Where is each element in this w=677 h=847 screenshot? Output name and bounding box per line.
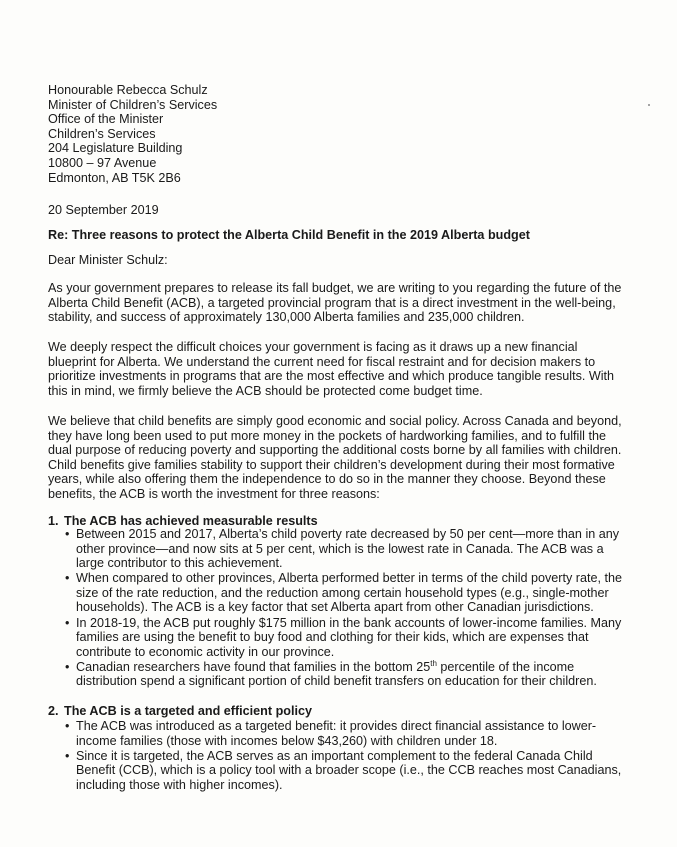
text-line: prioritize investments in programs that are the most effective and which produce tangible results. With [48, 369, 615, 384]
section-1-bullets [64, 527, 622, 690]
text-line: When compared to other provinces, Alberta performed better in terms of the child poverty rate, the [76, 571, 623, 586]
text-line [76, 660, 622, 675]
recipient-address [48, 83, 217, 185]
bullet-marker: • [65, 527, 70, 541]
text-line: Alberta Child Benefit (ACB), a targeted provincial program that is a direct investment in the well-being, [48, 295, 616, 310]
text-line: including those with higher incomes). [76, 777, 283, 792]
text-line: In 2018-19, the ACB put roughly $175 million in the bank accounts of lower-income families. Many [76, 615, 622, 630]
paragraph-respect [48, 340, 648, 398]
text-line: size of the rate reduction, and the reduction among certain household types (e.g., single-mother [76, 585, 609, 600]
superscript: th [430, 658, 437, 668]
section-2-bullets [64, 719, 621, 793]
text-line: As your government prepares to release its fall budget, we are writing to you regarding the future of the [48, 281, 622, 295]
text-line: dual purpose of reducing poverty and supporting the additional costs borne by all families with children. [48, 443, 622, 458]
list-item [64, 749, 621, 793]
text-line: blueprint for Alberta. We understand the current need for fiscal restraint and for decision makers to [48, 354, 596, 369]
text-fragment: percentile of the income [436, 659, 575, 674]
text-line: We believe that child benefits are simply good economic and social policy. Across Canada and beyond, [48, 414, 622, 428]
address-line: Children’s Services [48, 126, 156, 141]
address-line: 204 Legislature Building [48, 141, 183, 156]
address-line: 10800 – 97 Avenue [48, 155, 157, 170]
text-line: households). The ACB is a key factor that set Alberta apart from other Canadian jurisdictions. [76, 600, 594, 615]
list-item [64, 571, 622, 615]
text-line: contribute to economic activity in our province. [76, 644, 335, 659]
bullet-marker: • [65, 719, 70, 733]
text-fragment: Canadian researchers have found that families in the bottom 25 [76, 659, 431, 674]
letter-date: 20 September 2019 [48, 203, 159, 217]
bullet-marker: • [65, 748, 70, 763]
text-line: other province—and now sits at 5 per cent, which is the lowest rate in Canada. The ACB was a [76, 541, 604, 556]
text-line: this in mind, we firmly believe the ACB should be protected come budget time. [48, 383, 483, 398]
text-line: We deeply respect the difficult choices your government is facing as it draws up a new financial [48, 340, 578, 354]
paragraph-intro [48, 281, 648, 325]
text-line: stability, and success of approximately 130,000 Alberta families and 235,000 children. [48, 310, 525, 325]
text-line: distribution spend a significant portion of child benefit transfers on education for their children. [76, 674, 597, 689]
address-line: Honourable Rebecca Schulz [48, 83, 208, 97]
text-line: benefits, the ACB is worth the investment for three reasons: [48, 486, 380, 501]
list-item [64, 616, 622, 660]
text-line: Between 2015 and 2017, Alberta’s child poverty rate decreased by 50 per cent—more than in any [76, 527, 620, 541]
list-item [64, 719, 621, 748]
section-number: 1. [48, 514, 59, 528]
address-line: Office of the Minister [48, 112, 164, 127]
text-line: large contributor to this achievement. [76, 556, 283, 571]
bullet-marker: • [65, 571, 70, 586]
text-line: income families (those with incomes below $43,260) with children under 18. [76, 733, 498, 748]
text-line: years, while also offering them the independence to do so in the manner they choose. Beyond these [48, 472, 606, 487]
subject-line: Re: Three reasons to protect the Alberta Child Benefit in the 2019 Alberta budget [48, 228, 530, 242]
address-line: Minister of Children’s Services [48, 97, 218, 112]
bullet-marker: • [65, 615, 70, 630]
list-item [64, 660, 622, 689]
text-line: families are using the benefit to buy food and clothing for their kids, which are expenses that [76, 630, 589, 645]
salutation: Dear Minister Schulz: [48, 253, 168, 267]
section-title: The ACB is a targeted and efficient policy [64, 704, 312, 718]
text-line: they have long been used to put more money in the pockets of hardworking families, and to fulfill the [48, 428, 606, 443]
address-line: Edmonton, AB T5K 2B6 [48, 170, 181, 185]
bullet-marker: • [65, 659, 70, 674]
text-line: The ACB was introduced as a targeted benefit: it provides direct financial assistance to lower- [76, 719, 597, 733]
paragraph-policy [48, 414, 648, 502]
text-line: Child benefits give families stability to support their children’s development during their most formative [48, 457, 615, 472]
list-item [64, 527, 622, 571]
text-line: Benefit (CCB), which is a policy tool with a broader scope (i.e., the CCB reaches most Canadians, [76, 763, 622, 778]
scan-speck [648, 104, 650, 106]
text-line: Since it is targeted, the ACB serves as an important complement to the federal Canada Child [76, 748, 593, 763]
section-2-heading [48, 704, 312, 719]
section-number: 2. [48, 704, 59, 718]
section-title: The ACB has achieved measurable results [64, 514, 318, 528]
